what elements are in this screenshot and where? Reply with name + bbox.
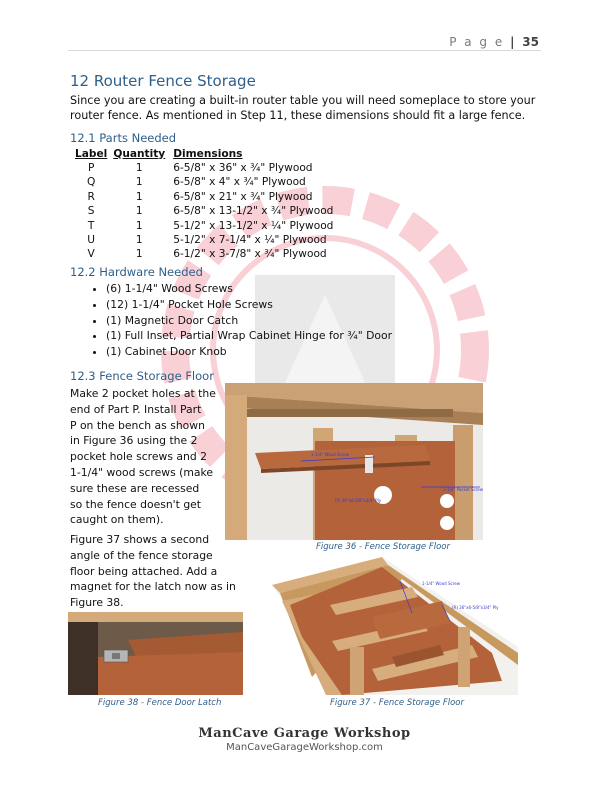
list-item: • (1) Full Inset, Partial Wrap Cabinet Hinge for ¾" Door bbox=[106, 328, 392, 344]
part-dim: 6-5/8" x 36" x ¾" Plywood bbox=[173, 162, 313, 174]
part-label: V bbox=[87, 248, 95, 261]
fig36-label-wood-screw: 1-1/4" Wood Screw bbox=[311, 452, 349, 457]
table-row bbox=[72, 219, 336, 233]
part-label: T bbox=[87, 219, 95, 232]
part-qty: 1 bbox=[135, 219, 143, 232]
part-dim: 6-1/2" x 3-7/8" x ¾" Plywood bbox=[173, 248, 327, 261]
parts-header-row bbox=[72, 148, 336, 161]
table-row bbox=[72, 204, 336, 218]
fig37-label-part-r: (R) 36"x6-5/8"x3/4" Ply bbox=[452, 605, 499, 610]
fig36-label-part-p: (P) 36"x6-5/8"x3/4" Ply bbox=[335, 498, 382, 503]
section-title: 12 Router Fence Storage bbox=[70, 72, 256, 90]
header-divider bbox=[68, 50, 541, 51]
list-item: • (6) 1-1/4" Wood Screws bbox=[106, 281, 392, 297]
table-row bbox=[72, 190, 336, 204]
part-label: S bbox=[87, 205, 95, 218]
table-row bbox=[72, 233, 336, 247]
part-dim: 5-1/2" x 7-1/4" x ¼" Plywood bbox=[173, 234, 327, 247]
text-line: 1-1/4" wood screws (make bbox=[70, 465, 214, 479]
hardware-list bbox=[88, 281, 392, 360]
text-line: end of Part P. Install Part bbox=[70, 402, 202, 416]
figure-36-caption: Figure 36 - Fence Storage Floor bbox=[316, 542, 450, 552]
floor-paragraph-2 bbox=[70, 532, 236, 611]
list-item: • (12) 1-1/4" Pocket Hole Screws bbox=[106, 297, 392, 313]
footer-logo-text: ManCave Garage Workshop bbox=[198, 726, 411, 741]
part-qty: 1 bbox=[135, 162, 143, 174]
text-line: sure these are recessed bbox=[70, 481, 200, 495]
table-row bbox=[72, 175, 336, 189]
col-quantity: Quantity bbox=[113, 148, 166, 160]
text-line: Figure 38. bbox=[70, 596, 124, 610]
text-line: Make 2 pocket holes at the bbox=[70, 387, 216, 400]
text-line: Figure 37 shows a second bbox=[70, 533, 210, 546]
part-qty: 1 bbox=[135, 176, 143, 189]
table-row bbox=[72, 247, 336, 261]
table-row bbox=[72, 161, 336, 175]
page-header bbox=[449, 35, 539, 49]
part-qty: 1 bbox=[135, 190, 143, 203]
parts-table bbox=[72, 148, 336, 262]
part-dim: 6-5/8" x 13-1/2" x ¾" Plywood bbox=[173, 205, 334, 218]
part-qty: 1 bbox=[135, 248, 143, 261]
text-line: pocket hole screws and 2 bbox=[70, 450, 208, 464]
figure-37-image bbox=[272, 557, 518, 695]
figure-38-image bbox=[68, 612, 243, 695]
fig37-label-wood-screw: 1-1/4" Wood Screw bbox=[422, 581, 460, 586]
text-line: caught on them). bbox=[70, 513, 164, 527]
text-line: P on the bench as shown bbox=[70, 418, 205, 432]
part-qty: 1 bbox=[135, 205, 143, 218]
floor-heading: 12.3 Fence Storage Floor bbox=[70, 369, 214, 383]
figure-37-caption: Figure 37 - Fence Storage Floor bbox=[330, 698, 464, 708]
part-label: U bbox=[87, 234, 96, 247]
footer-url: ManCaveGarageWorkshop.com bbox=[226, 742, 383, 753]
text-line: in Figure 36 using the 2 bbox=[70, 434, 198, 448]
parts-heading: 12.1 Parts Needed bbox=[70, 131, 177, 145]
part-dim: 6-5/8" x 21" x ¾" Plywood bbox=[173, 190, 313, 203]
floor-paragraph-1 bbox=[70, 386, 216, 528]
text-line: angle of the fence storage bbox=[70, 548, 213, 562]
section-intro: Since you are creating a built-in router table you will need someplace to store your router fence. As mentioned in Step 11, these dimensions should fit a large fence. bbox=[70, 94, 536, 122]
text-line: so the fence doesn't get bbox=[70, 497, 202, 511]
page-label: P a g e bbox=[449, 35, 505, 49]
hardware-heading: 12.2 Hardware Needed bbox=[70, 265, 203, 279]
part-label: P bbox=[87, 162, 95, 174]
part-label: R bbox=[87, 190, 95, 203]
part-dim: 6-5/8" x 4" x ¾" Plywood bbox=[173, 176, 306, 189]
part-dim: 5-1/2" x 13-1/2" x ¼" Plywood bbox=[173, 219, 334, 232]
list-item: • (1) Magnetic Door Catch bbox=[106, 313, 392, 329]
page-number: 35 bbox=[522, 35, 539, 49]
text-line: floor being attached. Add a bbox=[70, 564, 218, 578]
col-label: Label bbox=[75, 148, 108, 160]
figure-36-image bbox=[225, 383, 483, 540]
page-separator: | bbox=[510, 35, 517, 49]
text-line: magnet for the latch now as in bbox=[70, 580, 236, 594]
fig36-label-pocket-screw: 1-1/4" Pocket Screw bbox=[443, 487, 483, 492]
list-item: • (1) Cabinet Door Knob bbox=[106, 344, 392, 360]
part-qty: 1 bbox=[135, 234, 143, 247]
part-label: Q bbox=[86, 176, 96, 189]
col-dimensions: Dimensions bbox=[173, 148, 243, 160]
figure-38-caption: Figure 38 - Fence Door Latch bbox=[98, 698, 222, 708]
